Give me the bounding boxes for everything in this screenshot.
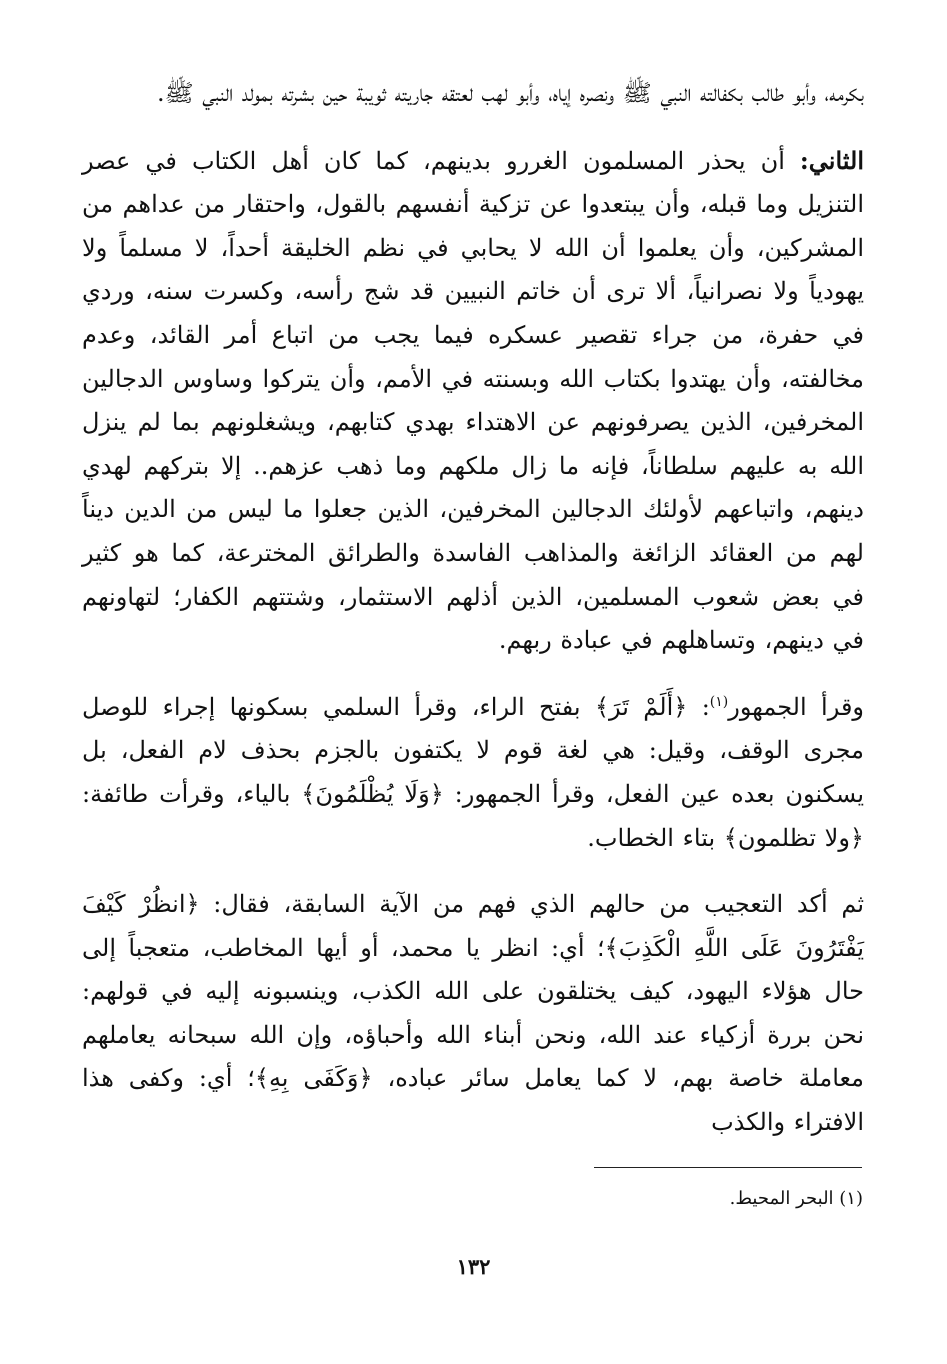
page-body [82,72,864,1145]
paragraph-4 [82,883,864,1145]
paragraph-2-text: أن يحذر المسلمون الغررو بدينهم، كما كان أهل الكتاب في عصر التنزيل وما قبله، وأن يبتعدوا عن تزكية أنفسهم بالقول، واحتقار من عداهم من المشركين، وأن يعلموا أن الله لا يحابي في نظم الخليقة أحداً، لا مسلماً ولا يهودياً ولا نصرانياً، ألا ترى أن خاتم النبيين قد شج رأسه، وكسرت سنه، وردي في حفرة، من جراء تقصير عسكره فيما يجب من اتباع أمر القائد، وعدم مخالفته، وأن يهتدوا بكتاب الله وبسنته في الأمم، وأن يتركوا وساوس الدجالين المخرفين، الذين يصرفونهم عن الاهتداء بهدي كتابهم، ويشغلونهم بما لم ينزل الله به عليهم سلطاناً، فإنه ما زال ملكهم وما ذهب عزهم.. إلا بتركهم لهدي دينهم، واتباعهم لأولئك الدجالين المخرفين، الذين جعلوا ما ليس من الدين ديناً لهم من العقائد الزائغة والمذاهب الفاسدة والطرائق المخترعة، كما هو كثير في بعض شعوب المسلمين، الذين أذلهم الاستثمار، وشتتهم الكفار؛ لتهاونهم في دينهم، وتساهلهم في عبادة ربهم. [82,146,865,655]
footnote-reference: (١) [709,693,729,710]
paragraph-1-text: بكرمه، وأبو طالب بكفالته النبي ﷺ ونصره إياه، وأبو لهب لعتقه جاريته ثويبة حين بشرته بمولد النبي ﷺ. [156,79,864,107]
page-number: ١٣٢ [456,1254,491,1279]
paragraph-2-lead: الثاني: [799,145,864,175]
paragraph-3 [82,686,864,860]
paragraph-2 [82,139,864,663]
footnote-divider [594,1167,862,1168]
paragraph-3-text-b: : ﴿أَلَمْ تَرَ﴾ بفتح الراء، وقرأ السلمي بسكونها إجراء للوصل مجرى الوقف، وقيل: هي لغة قوم لا يكتفون بالجزم بحذف لام الفعل، بل يسكنون بعده عين الفعل، وقرأ الجمهور: ﴿وَلَا يُظْلَمُونَ﴾ بالياء، وقرأت طائفة: ﴿ولا تظلمون﴾ بتاء الخطاب. [82,692,864,852]
paragraph-1 [82,72,864,116]
paragraph-3-text-a: وقرأ الجمهور [728,692,865,721]
footnote: (١) البحر المحيط. [729,1188,863,1209]
paragraph-4-text: ثم أكد التعجيب من حالهم الذي فهم من الآية السابقة، فقال: ﴿انظُرْ كَيْفَ يَفْتَرُونَ عَلَى اللَّهِ الْكَذِبَ﴾؛ أي: انظر يا محمد، أو أيها المخاطب، متعجباً إلى حال هؤلاء اليهود، كيف يختلقون على الله الكذب، وينسبونه إليه في قولهم: نحن بررة أزكياء عند الله، ونحن أبناء الله وأحباؤه، وإن الله سبحانه يعاملهم معاملة خاصة بهم، لا كما يعامل سائر عباده، ﴿وَكَفَى بِهِ﴾؛ أي: وكفى هذا الافتراء والكذب [82,890,864,1137]
